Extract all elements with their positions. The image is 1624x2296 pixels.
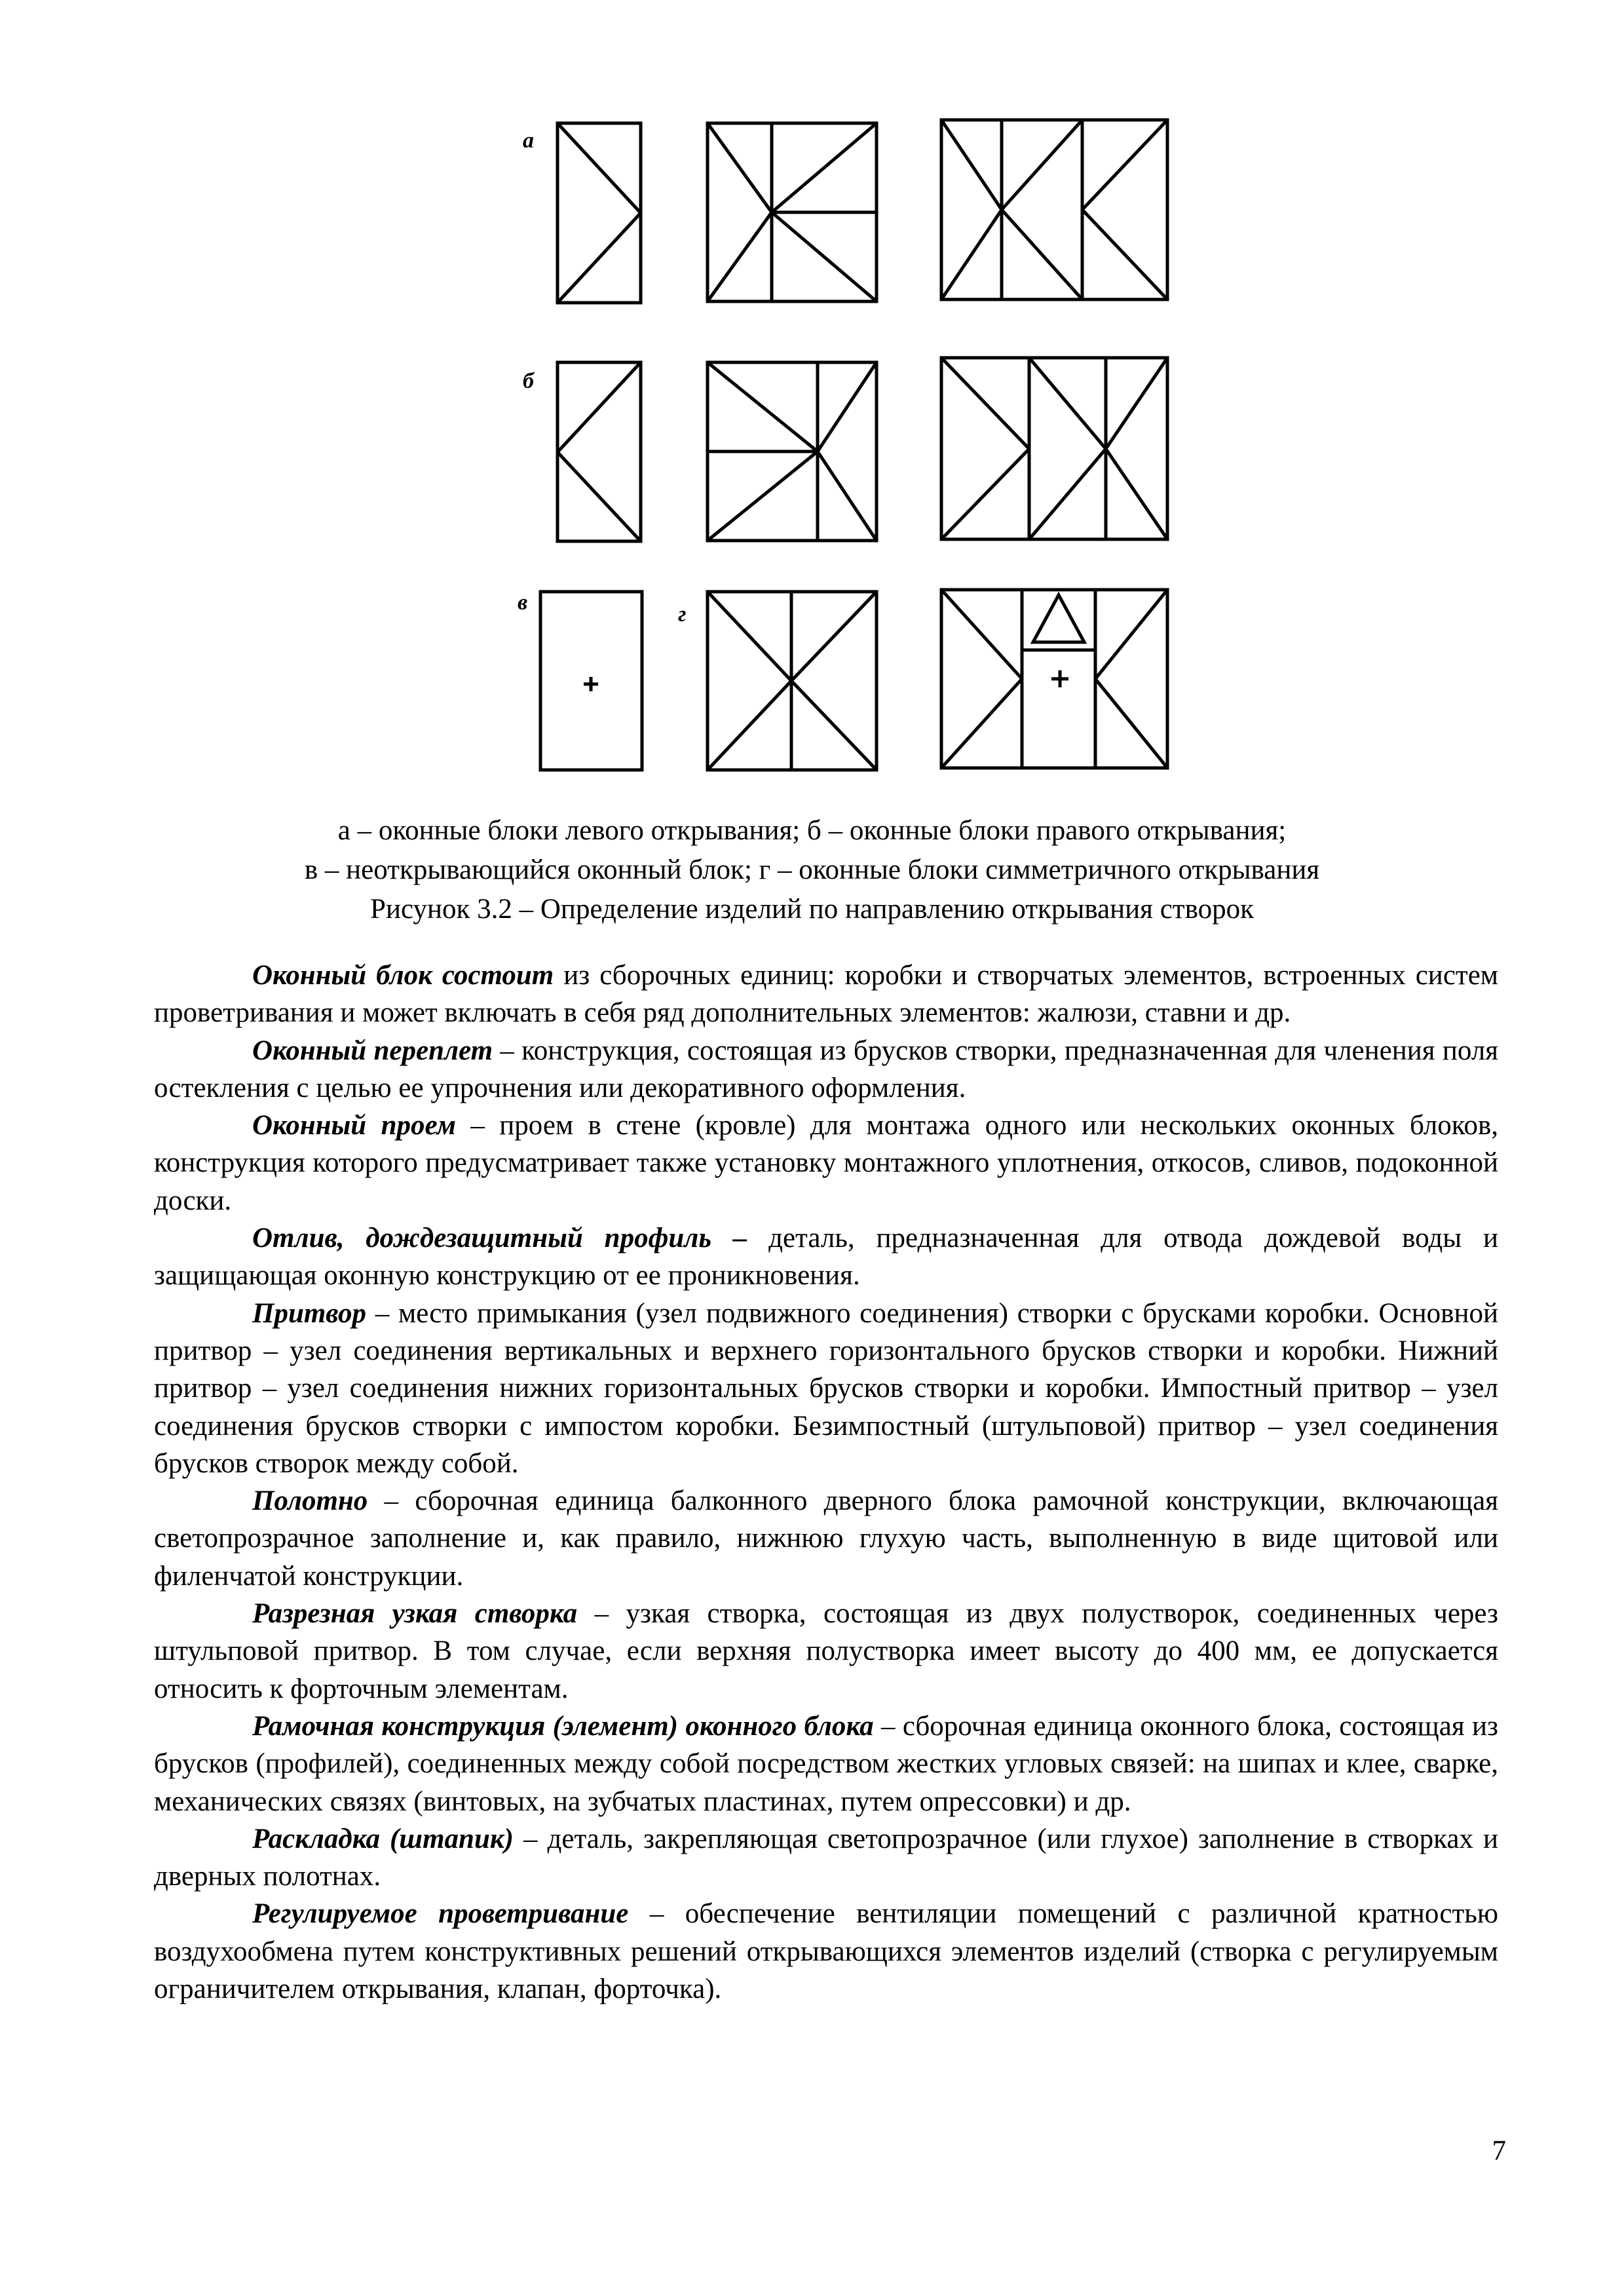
paragraph: [154, 1895, 1498, 2008]
definition: деталь, предназначенная для отвода дождевой воды и защищающая оконную конструкцию от ее проникновения.: [154, 1223, 1499, 1292]
window-symmetric-triple: [941, 590, 1167, 768]
definitions-text: [154, 957, 1498, 2008]
paragraph: [154, 1295, 1498, 1482]
definition: – конструкция, состоящая из брусков створки, предназначенная для членения поля остекления с целью ее упрочнения или декоративного оформления.: [154, 1035, 1498, 1103]
window-right-single: [557, 362, 641, 541]
term: Отлив, дождезащитный профиль –: [252, 1223, 747, 1254]
definition: – проем в стене (кровле) для монтажа одного или нескольких оконных блоков, конструкция которого предусматривает также установку монтажного уплотнения, откосов, сливов, подоконной доски.: [154, 1110, 1499, 1216]
definition: – сборочная единица оконного блока, состоящая из брусков (профилей), соединенных между собой посредством жестких угловых связей: на шипах и клее, сварке, механических связях (винтовых, на зубчатых пластинах, путем опрессовки) и др.: [154, 1710, 1498, 1817]
definition: – место примыкания (узел подвижного соединения) створки с брусками коробки. Основной притвор – узел соединения вертикальных и верхнего горизонтального брусков створки и коробки. Нижний притвор – узел соединения нижних горизонтальных брусков створки и коробки. Импостный притвор – узел соединения брусков створки с импостом коробки. Безимпостный (штульповой) притвор – узел соединения брусков створок между собой.: [154, 1297, 1498, 1479]
definition: – деталь, закрепляющая светопрозрачное (или глухое) заполнение в створках и дверных полотнах.: [154, 1823, 1499, 1892]
label-a: а: [523, 128, 534, 153]
definition: – обеспечение вентиляции помещений с различной кратностью воздухообмена путем конструктивных решений открывающихся элементов изделий (створка с регулируемым ограничителем открывания, клапан, форточка).: [154, 1898, 1499, 2005]
figure-caption-line-2: в – неоткрывающийся оконный блок; г – оконные блоки симметричного открывания: [304, 854, 1320, 885]
window-right-triple: [941, 358, 1167, 539]
window-left-double: [708, 123, 877, 301]
term: Оконный проем: [252, 1110, 456, 1141]
paragraph: [154, 1032, 1498, 1107]
definition: – узкая створка, состоящая из двух полустворок, соединенных через штульповой притвор. В том случае, если верхняя полустворка имеет высоту до 400 мм, ее допускается относить к форточным элементам.: [154, 1598, 1498, 1704]
definition: из сборочных единиц: коробки и створчатых элементов, встроенных систем проветривания и может включать в себя ряд дополнительных элементов: жалюзи, ставни и др.: [154, 960, 1498, 1029]
window-symmetric-double: [708, 592, 877, 770]
term: Оконный переплет: [252, 1035, 493, 1066]
window-right-double: [708, 362, 877, 541]
paragraph: [154, 1482, 1498, 1595]
label-b: б: [523, 369, 534, 393]
term: Разрезная узкая створка: [252, 1598, 578, 1630]
window-left-triple: [941, 120, 1167, 299]
term: Полотно: [252, 1485, 368, 1517]
paragraph: [154, 1708, 1498, 1820]
definition: – сборочная единица балконного дверного блока рамочной конструкции, включающая светопрозрачное заполнение и, как правило, нижнюю глухую часть, выполненную в виде щитовой или филенчатой конструкции.: [154, 1485, 1498, 1592]
figure-caption-title: Рисунок 3.2 – Определение изделий по направлению открывания створок: [370, 894, 1254, 925]
figure-caption-line-1: а – оконные блоки левого открывания; б – оконные блоки правого открывания;: [337, 815, 1287, 846]
paragraph: [154, 1820, 1498, 1896]
label-v: в: [518, 590, 528, 615]
term: Раскладка (штапик): [252, 1823, 514, 1854]
term: Оконный блок состоит: [252, 960, 554, 991]
page-number: 7: [1492, 2135, 1506, 2166]
term: Рамочная конструкция (элемент) оконного блока: [252, 1710, 874, 1742]
paragraph: [154, 1219, 1498, 1295]
label-g: г: [678, 602, 687, 626]
window-fixed: [540, 592, 642, 770]
term: Притвор: [252, 1297, 366, 1329]
window-left-single: [557, 123, 641, 303]
window-opening-diagram: [0, 0, 1624, 819]
paragraph: [154, 957, 1498, 1032]
paragraph: [154, 1595, 1498, 1708]
term: Регулируемое проветривание: [252, 1898, 629, 1930]
paragraph: [154, 1107, 1498, 1219]
